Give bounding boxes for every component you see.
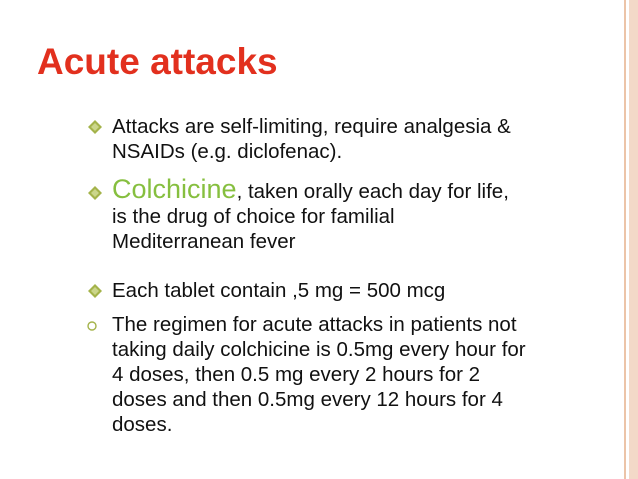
bullet-item-2-line-2: is the drug of choice for familial (112, 205, 395, 228)
diamond-bullet-icon (88, 120, 102, 134)
sub-bullet-line-3: 4 doses, then 0.5 mg every 2 hours for 2 (112, 363, 481, 386)
diamond-bullet-icon (88, 284, 102, 298)
bullet-item-2-line-1 (112, 174, 509, 204)
bullet-item-2-line-3: Mediterranean fever (112, 230, 296, 253)
edge-decoration-strip (629, 0, 638, 479)
sub-bullet-item (112, 312, 526, 437)
colchicine-emphasis: Colchicine (112, 174, 237, 204)
bullet-item-1-line-1: Attacks are self-limiting, require analgesia & (112, 115, 511, 138)
bullet-item-1-line-2: NSAIDs (e.g. diclofenac). (112, 140, 343, 163)
sub-bullet-line-5: doses. (112, 413, 173, 436)
sub-bullet-line-1: The regimen for acute attacks in patients not (112, 313, 517, 336)
bullet-item-2 (112, 174, 509, 254)
bullet-item-1 (112, 114, 511, 164)
circle-bullet-icon (86, 320, 98, 332)
sub-bullet-line-4: doses and then 0.5mg every 12 hours for 4 (112, 388, 503, 411)
bullet-item-3 (112, 278, 445, 303)
bullet-item-2-first-rest: , taken orally each day for life, (236, 180, 509, 203)
bullet-item-3-line-1: Each tablet contain ,5 mg = 500 mcg (112, 279, 446, 302)
edge-divider-line (624, 0, 626, 479)
sub-bullet-line-2: taking daily colchicine is 0.5mg every hour for (112, 338, 526, 361)
slide-title: Acute attacks (37, 41, 278, 82)
diamond-bullet-icon (88, 186, 102, 200)
